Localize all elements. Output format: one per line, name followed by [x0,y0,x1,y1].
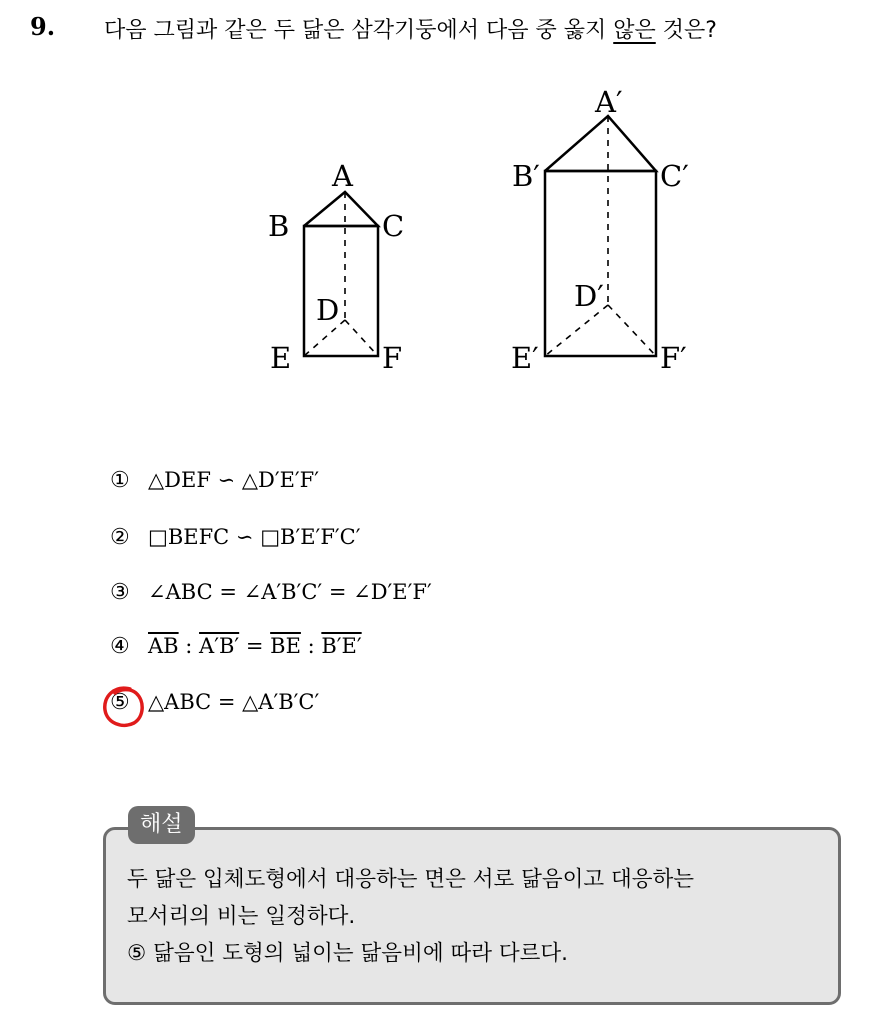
question-number: 9. [30,12,56,41]
choice-number: ③ [110,580,130,605]
vertex-label-e: E [270,341,292,375]
segment-overline: A′B′ [199,634,240,658]
vertex-label-e-prime: E′ [511,341,539,375]
segment-overline: $\overline{AB}$ [148,634,179,658]
choice-text: ∠ABC = ∠A′B′C′ = ∠D′E′F′ [148,580,432,604]
choice-text: □BEFC ∽ □B′E′F′C′ [148,525,361,549]
choice-text: : [300,634,322,658]
vertex-label-f: F [382,341,403,375]
vertex-label-f-prime: F′ [660,341,687,375]
choice-text: △ABC = △A′B′C′ [148,690,320,714]
small-prism-top-face [304,192,378,226]
choice-2[interactable] [110,519,361,555]
vertex-label-c-prime: C′ [660,159,689,193]
choice-4[interactable] [110,628,362,664]
question-text-underlined: 않은 [613,18,656,43]
segment-overline: $\overline{BE}$ [270,634,301,658]
segment-overline: B′E′ [321,634,362,658]
choice-text: = [239,634,271,658]
answer-circle-stroke [105,688,142,725]
large-prism-labels [511,85,689,375]
vertex-label-a-prime: A′ [595,85,623,119]
choice-text: : [178,634,200,658]
vertex-label-c: C [382,209,405,243]
choice-3[interactable] [110,574,432,610]
choice-number: ② [110,525,130,550]
vertex-label-b-prime: B′ [512,159,540,193]
question-text-before: 다음 그림과 같은 두 닮은 삼각기둥에서 다음 중 옳지 [104,18,614,43]
explanation-text [127,861,827,972]
small-prism [304,192,378,356]
vertex-label-d: D [316,293,340,327]
large-prism [545,116,656,356]
explanation-line: ⑤ 닮음인 도형의 넓이는 닮음비에 따라 다르다. [127,941,568,966]
prism-figure [0,0,884,400]
vertex-label-b: B [268,209,290,243]
choice-text: △DEF ∽ △D′E′F′ [148,468,320,492]
explanation-tag: 해설 [128,806,195,844]
choice-number: ⑤ [110,690,130,715]
choice-1[interactable] [110,462,319,498]
vertex-label-a: A [332,159,353,193]
choice-number: ④ [110,634,130,659]
question-text-after: 것은? [655,18,717,43]
explanation-line: 두 닮은 입체도형에서 대응하는 면은 서로 닮음이고 대응하는 [127,867,695,892]
answer-circle-mark [100,683,148,731]
small-prism-front-face [304,226,378,356]
small-prism-labels [268,159,404,375]
large-prism-front-face [545,171,656,356]
large-prism-top-face [545,116,656,171]
choice-number: ① [110,468,130,493]
vertex-label-d-prime: D′ [574,279,604,313]
explanation-line: 모서리의 비는 일정하다. [127,904,356,929]
